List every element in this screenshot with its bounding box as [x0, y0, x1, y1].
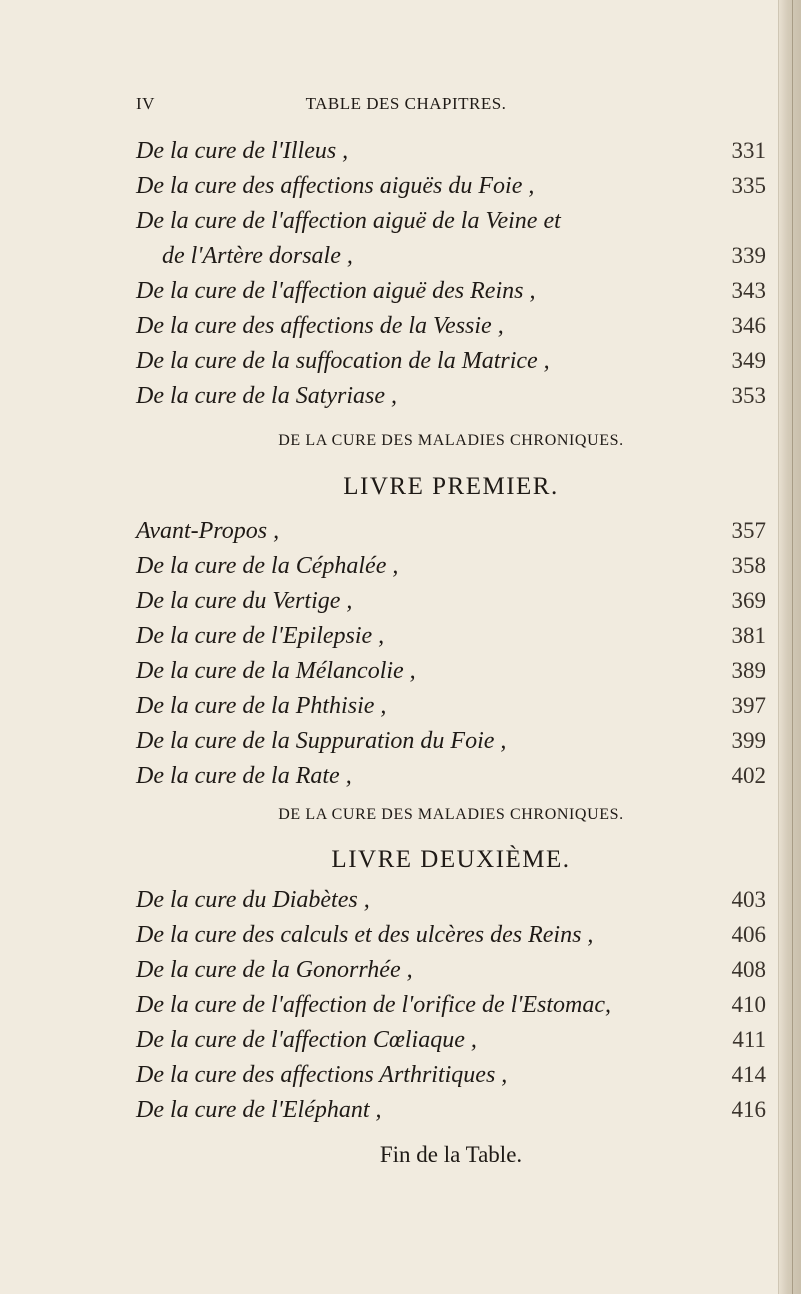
- entry-page: 403: [731, 887, 766, 912]
- toc-entry: [136, 693, 766, 723]
- entry-title: De la cure du Diabètes ,: [136, 887, 370, 913]
- toc-entry: [136, 728, 766, 758]
- toc-entry: [136, 922, 766, 952]
- entry-page: 416: [731, 1097, 766, 1122]
- entry-page: 353: [731, 383, 766, 408]
- entry-title: Avant-Propos ,: [136, 518, 280, 544]
- toc-entry: [136, 992, 766, 1022]
- entry-title: De la cure de l'affection de l'orifice de l'Estomac,: [136, 992, 612, 1018]
- page-number: IV: [136, 94, 155, 113]
- toc-entry: [136, 1097, 766, 1127]
- entry-page: 402: [731, 763, 766, 788]
- entry-title: De la cure de l'affection aiguë de la Veine et: [136, 208, 561, 234]
- entry-title: De la cure des affections de la Vessie ,: [136, 313, 504, 339]
- entry-title: de l'Artère dorsale ,: [162, 243, 353, 269]
- toc-entry: [136, 208, 766, 238]
- book-title: LIVRE PREMIER.: [343, 473, 559, 500]
- entry-page: 397: [731, 693, 766, 718]
- entry-title: De la cure de la Mélancolie ,: [136, 658, 416, 684]
- entry-title: De la cure de la Rate ,: [136, 763, 352, 789]
- entry-page: 358: [731, 553, 766, 578]
- entry-title: De la cure des affections aiguës du Foie ,: [136, 173, 535, 199]
- entry-title: De la cure de la Suppuration du Foie ,: [136, 728, 507, 754]
- toc-entry: [136, 278, 766, 308]
- entry-page: 357: [731, 518, 766, 543]
- entry-title: De la cure du Vertige ,: [136, 588, 353, 614]
- entry-title: De la cure des calculs et des ulcères des Reins ,: [136, 922, 594, 948]
- entry-page: 343: [731, 278, 766, 303]
- entry-title: De la cure de la Satyriase ,: [136, 383, 398, 409]
- section-heading: DE LA CURE DES MALADIES CHRONIQUES.: [278, 806, 624, 823]
- toc-entry: [136, 1062, 766, 1092]
- toc-entry: [136, 658, 766, 688]
- entry-page: 399: [731, 728, 766, 753]
- toc-entry: [136, 383, 766, 413]
- entry-page: 331: [731, 138, 766, 163]
- page-gutter: [778, 0, 801, 1294]
- entry-title: De la cure de l'Illeus ,: [136, 138, 349, 164]
- entry-page: 349: [731, 348, 766, 373]
- toc-entry: [136, 957, 766, 987]
- end-of-table: Fin de la Table.: [379, 1142, 523, 1167]
- entry-page: 339: [731, 243, 766, 268]
- entry-page: 381: [731, 623, 766, 648]
- toc-entry: [136, 623, 766, 653]
- entry-title: De la cure de l'Eléphant ,: [136, 1097, 382, 1123]
- toc-entry: [136, 588, 766, 618]
- toc-entry: [136, 173, 766, 203]
- entry-title: De la cure de l'Epilepsie ,: [136, 623, 385, 649]
- book-title: LIVRE DEUXIÈME.: [331, 846, 571, 873]
- entry-page: 414: [731, 1062, 766, 1087]
- entry-title: De la cure de la Phthisie ,: [136, 693, 387, 719]
- toc-entry: [136, 348, 766, 378]
- section-heading: DE LA CURE DES MALADIES CHRONIQUES.: [278, 432, 624, 449]
- toc-entry: [136, 887, 766, 917]
- entry-page: 408: [731, 957, 766, 982]
- gutter-line: [792, 0, 793, 1294]
- entry-page: 346: [731, 313, 766, 338]
- toc-entry: [136, 313, 766, 343]
- entry-page: 335: [731, 173, 766, 198]
- entry-page: 389: [731, 658, 766, 683]
- entry-title: De la cure de la suffocation de la Matrice ,: [136, 348, 550, 374]
- toc-entry: [136, 1027, 766, 1057]
- entry-title: De la cure de l'affection Cœliaque ,: [136, 1027, 477, 1053]
- toc-entry: [136, 243, 766, 273]
- entry-title: De la cure de l'affection aiguë des Reins ,: [136, 278, 536, 304]
- toc-entry: [136, 518, 766, 548]
- entry-page: 411: [732, 1027, 766, 1052]
- entry-title: De la cure de la Gonorrhée ,: [136, 957, 413, 983]
- entry-page: 410: [731, 992, 766, 1017]
- entry-page: 369: [731, 588, 766, 613]
- toc-entry: [136, 553, 766, 583]
- entry-page: 406: [731, 922, 766, 947]
- toc-entry: [136, 138, 766, 168]
- entry-title: De la cure de la Céphalée ,: [136, 553, 399, 579]
- entry-title: De la cure des affections Arthritiques ,: [136, 1062, 508, 1088]
- running-title: TABLE DES CHAPITRES.: [305, 94, 507, 113]
- toc-entry: [136, 763, 766, 793]
